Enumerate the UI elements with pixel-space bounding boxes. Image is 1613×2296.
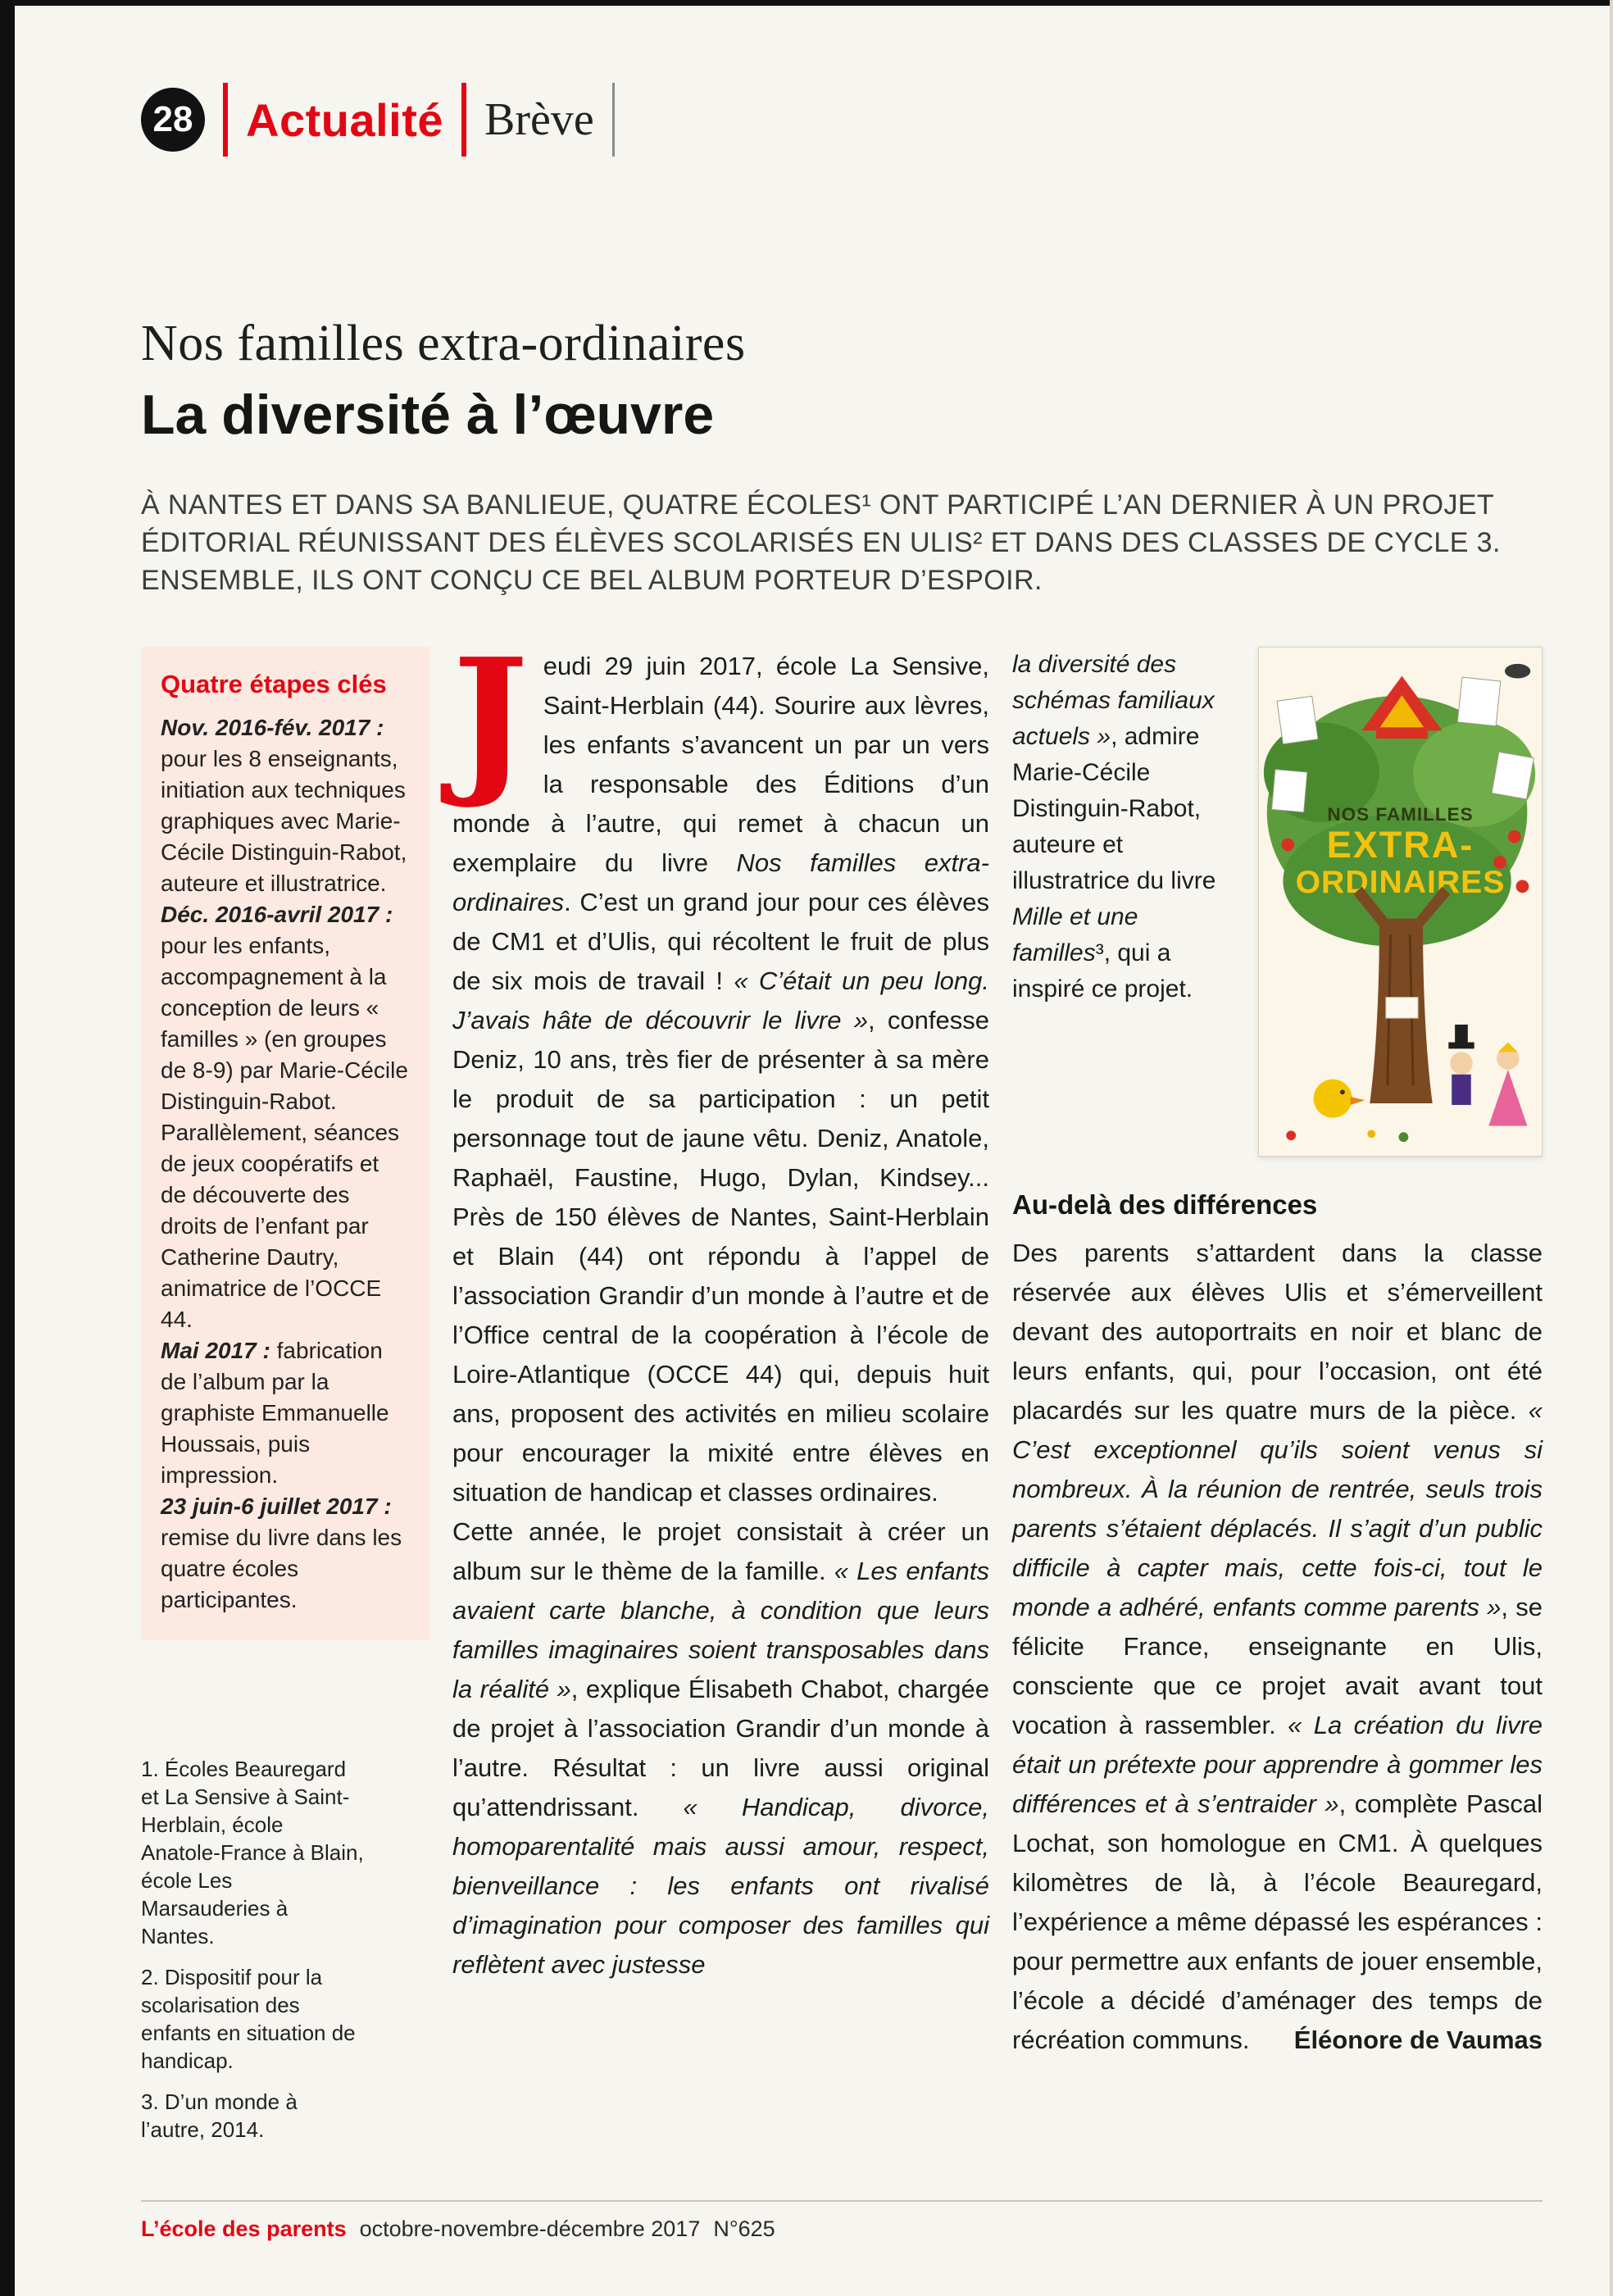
step-text: pour les enfants, accompagnement à la conception de leurs « familles » (en groupes de 8-9) par Marie-Cécile Distinguin-Rabot. Parallèlement, séances de jeux coopératifs et de découverte des droits de l’enfant par Catherine Dautry, animatrice de l’OCCE 44. bbox=[161, 933, 408, 1332]
dropcap: J bbox=[452, 624, 529, 812]
cover-title-mid: EXTRA- bbox=[1326, 824, 1474, 866]
sidebar-step bbox=[161, 1335, 410, 1491]
step-date: 23 juin-6 juillet 2017 : bbox=[161, 1494, 392, 1519]
paragraph-text: la diversité des schémas familiaux actuels », admire Marie-Cécile Distinguin-Rabot, auteure et illustratrice du livre Mille et une familles³, qui a inspiré ce projet. bbox=[1012, 651, 1216, 1003]
right-top-block bbox=[1012, 647, 1543, 1157]
header-divider-thin bbox=[612, 83, 615, 157]
continuation-paragraph bbox=[1012, 647, 1235, 1157]
footnote-2: 2. Dispositif pour la scolarisation des enfants en situation de handicap. bbox=[141, 1965, 356, 2073]
step-text: fabrication de l’album par la graphiste Emmanuelle Houssais, puis impression. bbox=[161, 1338, 389, 1488]
paragraph-text: eudi 29 juin 2017, école La Sensive, Saint-Herblain (44). Sourire aux lèvres, les enfants s’avancent un par un vers la responsable des Éditions d’un monde à l’autre, qui remet à chacun un exemplaire du livre Nos familles extra-ordinaires. C’est un grand jour pour ces élèves de CM1 et d’Ulis, qui récoltent le fruit de plus de six mois de travail ! « C’était un peu long. J’avais hâte de découvrir le livre », confesse Deniz, 10 ans, très fier de présenter à sa mère le produit de sa participation : un petit personnage tout de jaune vêtu. Deniz, Anatole, Raphaël, Faustine, Hugo, Dylan, Kindsey... Près de 150 élèves de Nantes, Saint-Herblain et Blain (44) ont répondu à l’appel de l’association Grandir d’un monde à l’autre et de l’Office central de la coopération à l’école de Loire-Atlantique (OCCE 44) qui, depuis huit ans, proposent des activités en milieu scolaire pour encourager la mixité entre élèves en situation de handicap et classes ordinaires. bbox=[452, 652, 989, 1507]
cover-title-bottom: ORDINAIRES bbox=[1295, 865, 1506, 901]
article-columns bbox=[141, 624, 1543, 2157]
footnote-1: 1. Écoles Beauregard et La Sensive à Saint-Herblain, école Anatole-France à Blain, école Les Marsauderies à Nantes. bbox=[141, 1757, 364, 1948]
body-paragraph-3 bbox=[1012, 1234, 1543, 2060]
article-main-title: La diversité à l’œuvre bbox=[141, 384, 715, 446]
magazine-name: L’école des parents bbox=[141, 2216, 347, 2241]
step-text: remise du livre dans les quatre écoles participantes. bbox=[161, 1525, 402, 1612]
issue-number: N°625 bbox=[713, 2216, 775, 2241]
paragraph-text: Des parents s’attardent dans la classe réservée aux élèves Ulis et s’émerveillent devant des autoportraits en noir et blanc de leurs enfants, qui, pour l’occasion, ont été placardés sur les quatre murs de la pièce. « C’est exceptionnel qu’ils soient venus si nombreux. À la réunion de rentrée, seuls trois parents s’étaient déplacés. Il s’agit d’un public difficile à capter mais, cette fois-ci, tout le monde a adhéré, enfants comme parents », se félicite France, enseignante en Ulis, consciente que ce projet avait avant tout vocation à rassembler. « La création du livre était un prétexte pour apprendre à gommer les différences et à s’entraider », complète Pascal Lochat, son homologue en CM1. À quelques kilomètres de là, à l’école Beauregard, l’expérience a même dépassé les espérances : pour permettre aux enfants de jouer ensemble, l’école a décidé d’aménager des temps de récréation communs. bbox=[1012, 1239, 1543, 2054]
rubric-label: Brève bbox=[484, 94, 594, 145]
paragraph-text: Cette année, le projet consistait à créer un album sur le thème de la famille. « Les enfants avaient carte blanche, à condition que leurs familles imaginaires soient transposables dans la réalité », explique Élisabeth Chabot, chargée de projet à l’association Grandir d’un monde à l’autre. Résultat : un livre aussi original qu’attendrissant. « Handicap, divorce, homoparentalité mais aussi amour, respect, bienveillance : les enfants ont rivalisé d’imagination pour composer des familles qui reflètent avec justesse bbox=[452, 1517, 990, 1979]
article-standfirst: À NANTES ET DANS SA BANLIEUE, QUATRE ÉCOLES¹ ONT PARTICIPÉ L’AN DERNIER À UN PROJET ÉDITORIAL RÉUNISSANT DES ÉLÈVES SCOLARISÉS EN ULIS² ET DANS DES CLASSES DE CYCLE 3. ENSEMBLE, ILS ONT CONÇU CE BEL ALBUM PORTEUR D’ESPOIR. bbox=[141, 489, 1501, 596]
sidebar-title: Quatre étapes clés bbox=[161, 670, 387, 698]
cover-title-top: NOS FAMILLES bbox=[1327, 804, 1474, 825]
footnotes bbox=[141, 1755, 364, 2144]
step-date: Déc. 2016-avril 2017 : bbox=[161, 902, 393, 927]
header-divider-red bbox=[223, 83, 228, 157]
article-kicker-title: Nos familles extra-ordinaires bbox=[141, 316, 746, 371]
page-footer bbox=[141, 2200, 1543, 2242]
left-column bbox=[141, 647, 429, 2157]
book-cover-photo bbox=[1258, 647, 1543, 1157]
page-number-badge: 28 bbox=[141, 88, 205, 152]
step-date: Mai 2017 : bbox=[161, 1338, 270, 1363]
scan-edge-left bbox=[0, 0, 15, 2296]
sidebar-key-steps bbox=[141, 647, 429, 1640]
book-cover-illustration bbox=[1258, 647, 1543, 1157]
scan-edge-right bbox=[1610, 0, 1613, 2296]
issue-info: octobre-novembre-décembre 2017 bbox=[359, 2216, 701, 2241]
author-byline: Éléonore de Vaumas bbox=[1293, 2025, 1543, 2054]
page-header bbox=[141, 80, 1543, 159]
step-date: Nov. 2016-fév. 2017 : bbox=[161, 715, 384, 740]
section-label: Actualité bbox=[246, 93, 443, 146]
sidebar-step bbox=[161, 899, 410, 1335]
body-paragraph-1 bbox=[452, 624, 989, 1512]
sidebar-step bbox=[161, 1491, 410, 1616]
body-paragraph-2 bbox=[452, 1512, 989, 1985]
step-text: pour les 8 enseignants, initiation aux techniques graphiques avec Marie-Cécile Distinguin-Rabot, auteure et illustratrice. bbox=[161, 746, 407, 896]
middle-column bbox=[452, 624, 990, 2157]
sidebar-step bbox=[161, 712, 410, 899]
bird bbox=[1505, 664, 1530, 679]
footnote-3: 3. D’un monde à l’autre, 2014. bbox=[141, 2089, 298, 2142]
page-content bbox=[141, 0, 1543, 2157]
header-divider-red-2 bbox=[461, 83, 466, 157]
section-heading: Au-delà des différences bbox=[1012, 1189, 1318, 1220]
right-column bbox=[1012, 647, 1543, 2157]
